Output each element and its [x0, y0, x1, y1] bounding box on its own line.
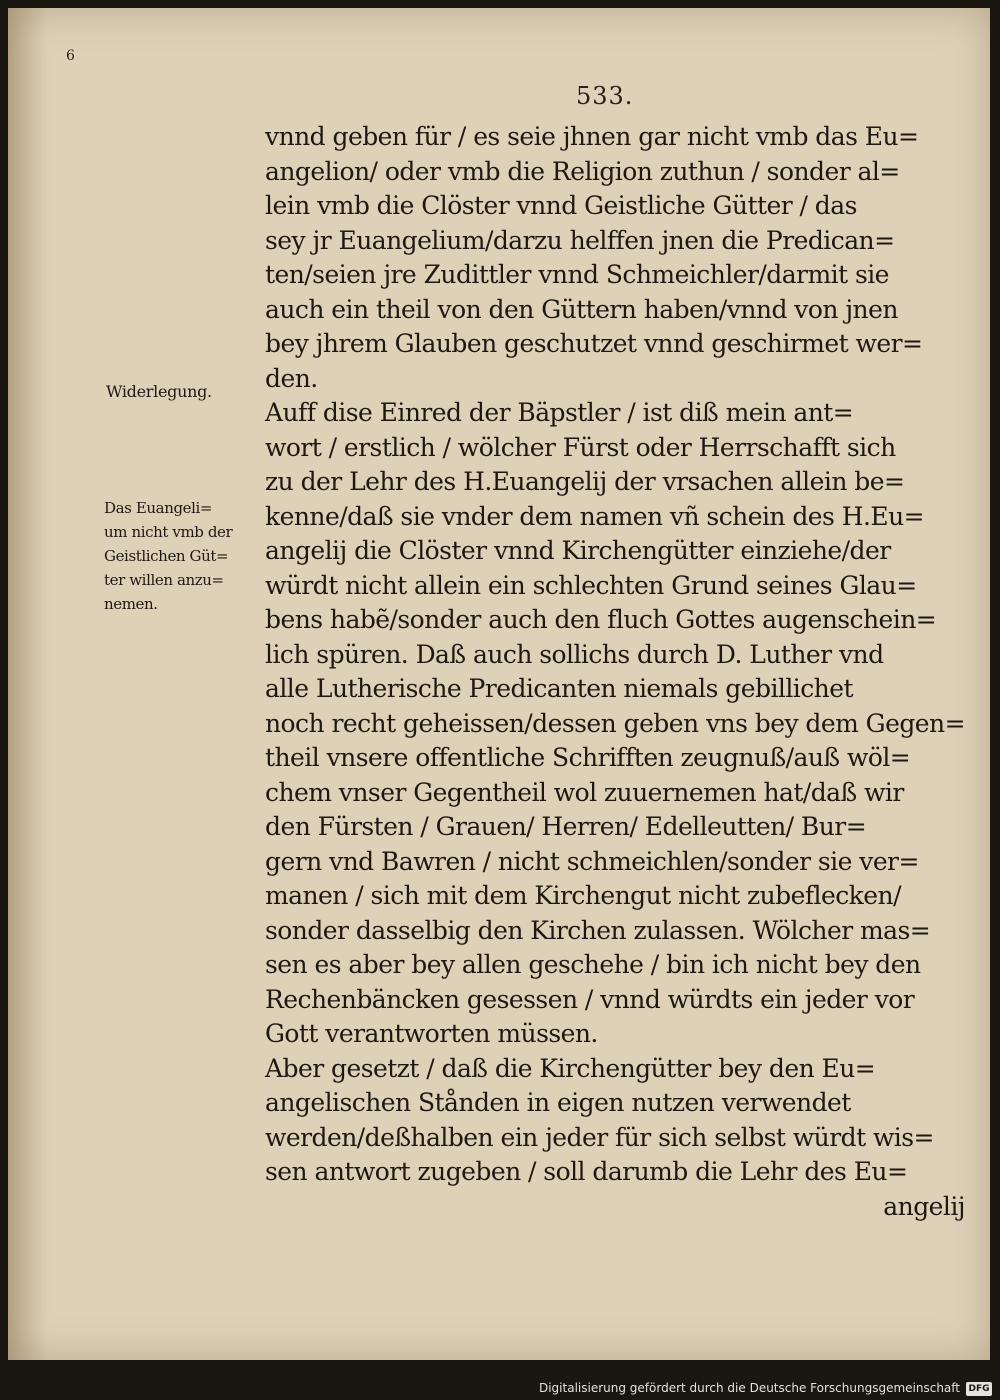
- text-line: zu der Lehr des H.Euangelij der vrsachen allein be=: [265, 467, 905, 496]
- text-line: Auff dise Einred der Bäpstler / ist diß mein ant=: [265, 398, 854, 427]
- corner-mark: 6: [66, 48, 75, 64]
- text-line: manen / sich mit dem Kirchengut nicht zubeflecken/: [265, 881, 901, 910]
- dfg-logo: DFG: [966, 1382, 992, 1396]
- text-line: angelischen Stånden in eigen nutzen verwendet: [265, 1088, 851, 1117]
- text-line: den Fürsten / Grauen/ Herren/ Edelleutten/ Bur=: [265, 812, 867, 841]
- text-line: Aber gesetzt / daß die Kirchengütter bey den Eu=: [265, 1053, 876, 1083]
- text-line: angelion/ oder vmb die Religion zuthun / sonder al=: [265, 156, 900, 186]
- text-line: sen es aber bey allen geschehe / bin ich nicht bey den: [265, 950, 921, 979]
- text-line: bens habẽ/sonder auch den fluch Gottes augenschein=: [265, 605, 937, 634]
- margin-note-line: ter willen anzu=: [104, 571, 224, 589]
- text-line: gern vnd Bawren / nicht schmeichlen/sonder sie ver=: [265, 846, 919, 876]
- text-line: werden/deßhalben ein jeder für sich selbst würdt wis=: [265, 1122, 934, 1152]
- text-line: kenne/daß sie vnder dem namen vñ schein des H.Eu=: [265, 501, 925, 531]
- text-line: auch ein theil von den Güttern haben/vnnd von jnen: [265, 294, 898, 324]
- text-line: lein vmb die Clöster vnnd Geistliche Gütter / das: [265, 191, 857, 220]
- margin-note-line: nemen.: [104, 595, 158, 613]
- text-line: wort / erstlich / wölcher Fürst oder Herrschafft sich: [265, 432, 896, 462]
- text-line: sey jr Euangelium/darzu helffen jnen die Predican=: [265, 225, 895, 255]
- margin-label: Widerlegung.: [106, 382, 212, 401]
- text-line: ten/seien jre Zudittler vnnd Schmeichler/darmit sie: [265, 260, 889, 289]
- text-line: bey jhrem Glauben geschutzet vnnd geschirmet wer=: [265, 329, 923, 358]
- text-line: lich spüren. Daß auch sollichs durch D. Luther vnd: [265, 639, 884, 669]
- margin-note-line: Das Euangeli=: [104, 499, 213, 517]
- body-text: [265, 120, 965, 1224]
- scanned-page: [8, 8, 990, 1360]
- text-line: theil vnsere offentliche Schrifften zeugnuß/auß wöl=: [265, 743, 911, 772]
- margin-note-line: um nicht vmb der: [104, 523, 233, 541]
- text-line: Rechenbäncken gesessen / vnnd würdts ein jeder vor: [265, 984, 915, 1014]
- text-line: sonder dasselbig den Kirchen zulassen. Wölcher mas=: [265, 915, 931, 945]
- text-line: würdt nicht allein ein schlechten Grund seines Glau=: [265, 570, 917, 600]
- text-line: chem vnser Gegentheil wol zuuernemen hat/daß wir: [265, 777, 904, 807]
- text-line: alle Lutherische Predicanten niemals gebillichet: [265, 674, 853, 703]
- funding-credit: Digitalisierung gefördert durch die Deutsche Forschungsgemeinschaft: [538, 1381, 960, 1395]
- text-line: vnnd geben für / es seie jhnen gar nicht vmb das Eu=: [265, 122, 919, 151]
- text-line: noch recht geheissen/dessen geben vns bey dem Gegen=: [265, 708, 965, 738]
- margin-note: [104, 496, 272, 616]
- text-line: den.: [265, 363, 318, 393]
- text-line: angelij die Clöster vnnd Kirchengütter einziehe/der: [265, 536, 891, 565]
- text-line: Gott verantworten müssen.: [265, 1019, 598, 1048]
- catchword: angelij: [883, 1191, 965, 1221]
- page-number: 533.: [576, 82, 634, 110]
- text-line: sen antwort zugeben / soll darumb die Lehr des Eu=: [265, 1157, 908, 1186]
- margin-note-line: Geistlichen Güt=: [104, 547, 229, 565]
